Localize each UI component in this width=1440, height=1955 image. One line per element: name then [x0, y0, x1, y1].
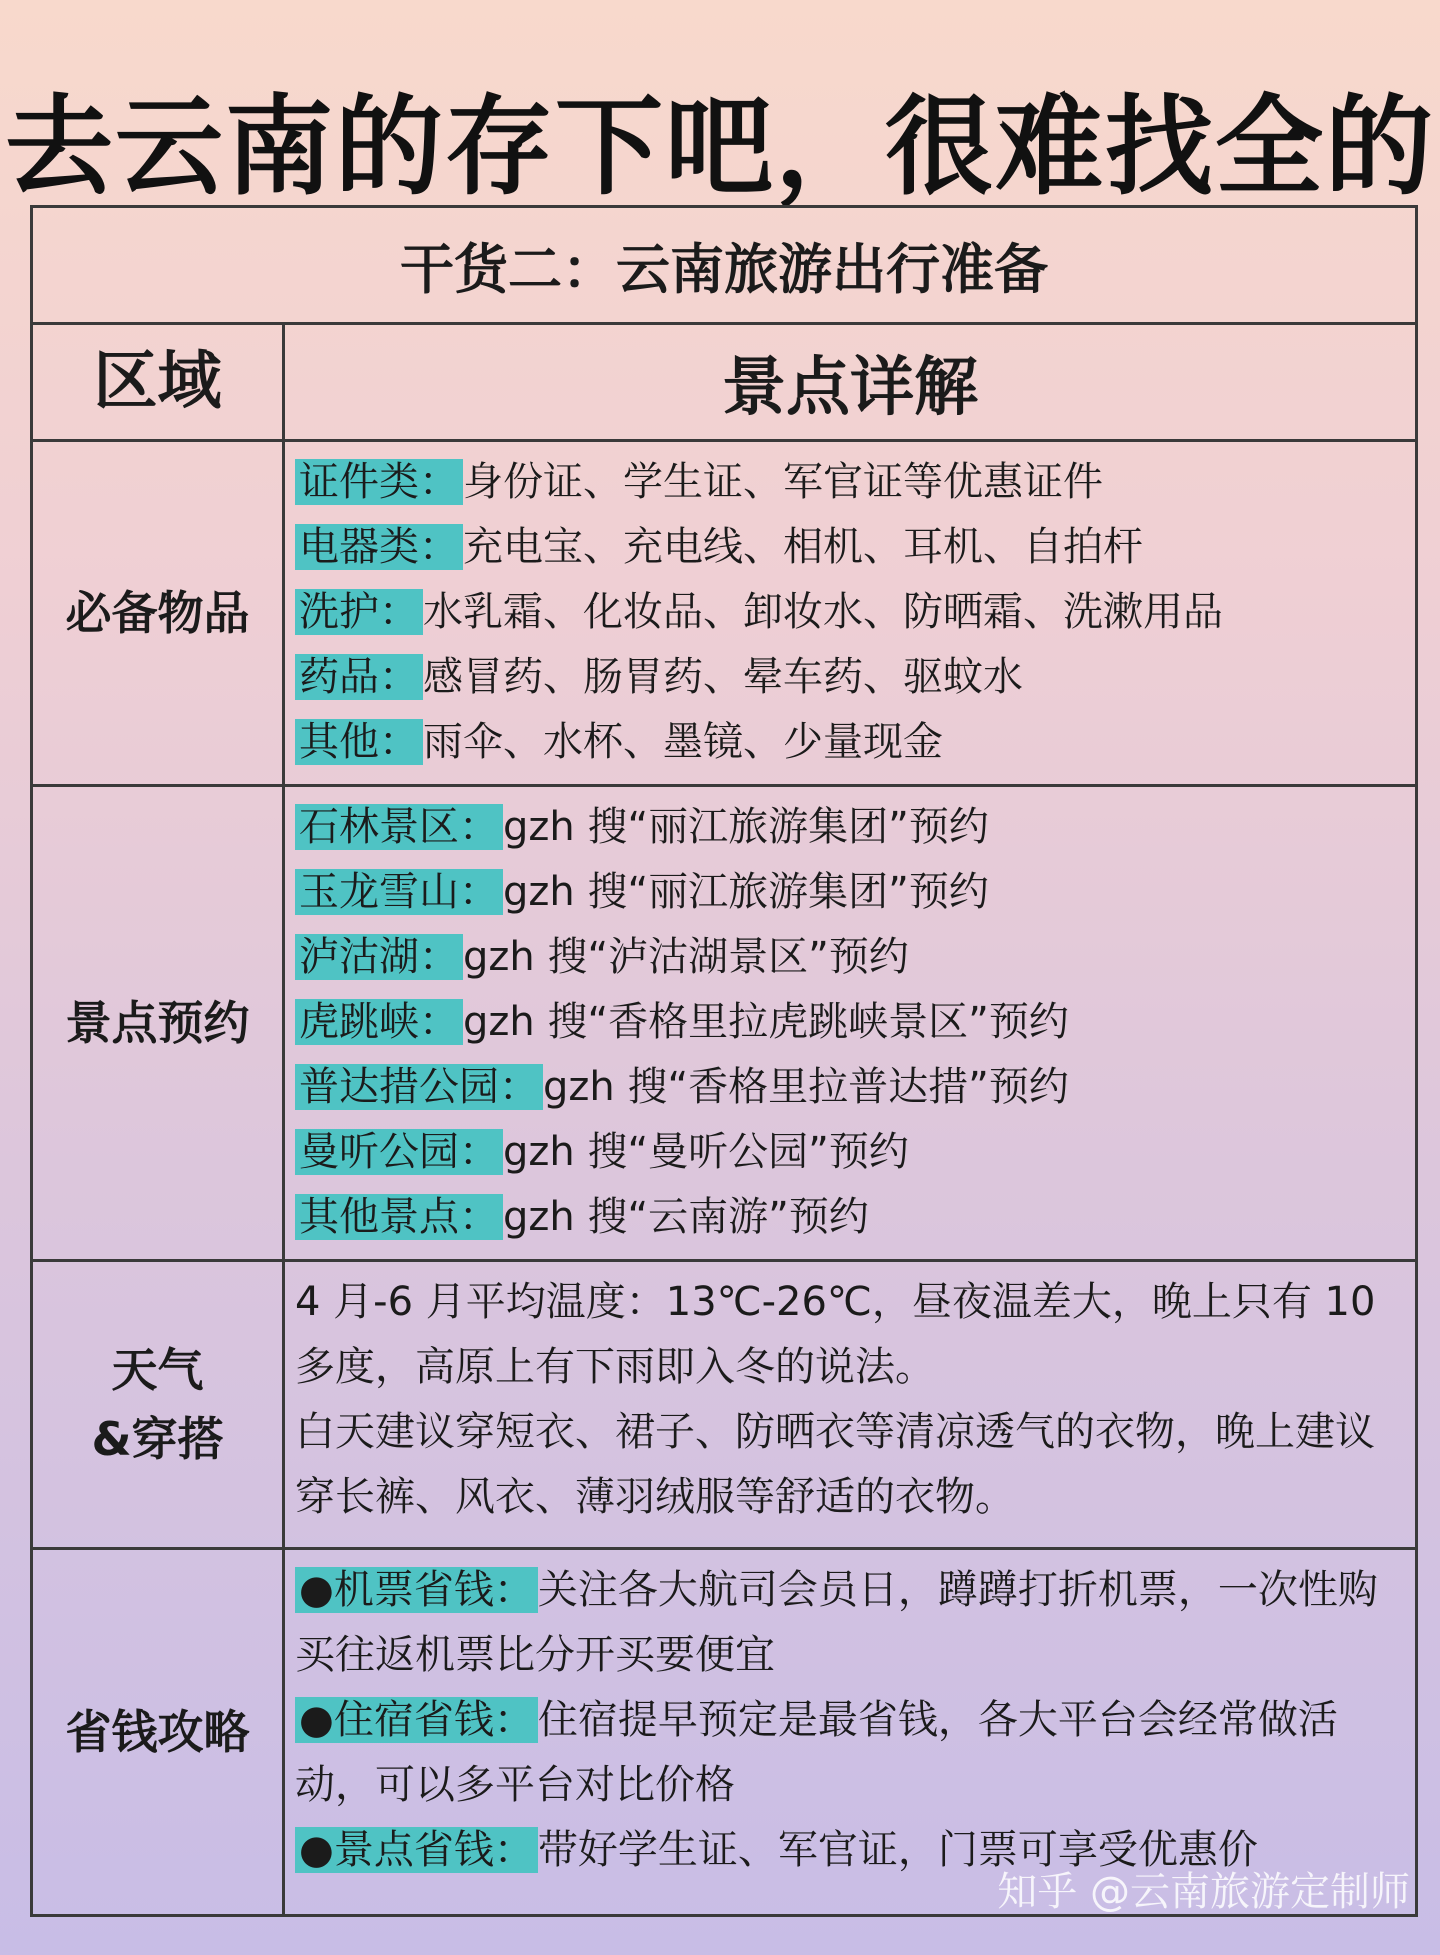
item-tag: ●住宿省钱：: [295, 1697, 538, 1743]
section-label-essentials: 必备物品: [33, 442, 285, 784]
item-text: gzh 搜“丽江旅游集团”预约: [503, 804, 989, 850]
section-content-essentials: [285, 442, 1415, 784]
item-tag: 证件类：: [295, 459, 463, 505]
weather-label-line2: &穿搭: [91, 1411, 224, 1466]
page-title: 去云南的存下吧，很难找全的: [4, 85, 1435, 210]
item-tag: 洗护：: [295, 589, 423, 635]
item-tag: ●机票省钱：: [295, 1567, 538, 1613]
item-text: 充电宝、充电线、相机、耳机、自拍杆: [463, 524, 1143, 570]
weather-label-line1: 天气: [111, 1342, 204, 1397]
item-text: gzh 搜“丽江旅游集团”预约: [503, 869, 989, 915]
section-weather: [33, 1262, 1415, 1550]
item-tag: 药品：: [295, 654, 423, 700]
list-item: [295, 1120, 1403, 1185]
item-tag: 玉龙雪山：: [295, 869, 503, 915]
item-text: 雨伞、水杯、墨镜、少量现金: [423, 719, 943, 765]
weather-clothing-text: 白天建议穿短衣、裙子、防晒衣等清凉透气的衣物，晚上建议穿长裤、风衣、薄羽绒服等舒适的衣物。: [295, 1409, 1375, 1520]
watermark: 知乎 @云南旅游定制师: [997, 1869, 1410, 1915]
list-item: [295, 1558, 1403, 1688]
item-text: gzh 搜“云南游”预约: [503, 1194, 869, 1240]
item-tag: 电器类：: [295, 524, 463, 570]
section-booking: [33, 787, 1415, 1262]
item-tag: 其他：: [295, 719, 423, 765]
section-content-booking: [285, 787, 1415, 1259]
list-item: [295, 1185, 1403, 1250]
item-text: 水乳霜、化妆品、卸妆水、防晒霜、洗漱用品: [423, 589, 1223, 635]
list-item: [295, 450, 1403, 515]
header-details: 景点详解: [722, 351, 978, 425]
section-label-weather: [33, 1262, 285, 1547]
section-label-booking: 景点预约: [33, 787, 285, 1259]
table-header-row: [33, 325, 1415, 442]
list-item: [295, 795, 1403, 860]
item-tag: 曼听公园：: [295, 1129, 503, 1175]
item-text: gzh 搜“曼听公园”预约: [503, 1129, 909, 1175]
list-item: [295, 515, 1403, 580]
item-tag: ●景点省钱：: [295, 1827, 538, 1873]
list-item: [295, 1055, 1403, 1120]
item-tag: 其他景点：: [295, 1194, 503, 1240]
section-content-weather: [285, 1262, 1415, 1547]
list-item: [295, 990, 1403, 1055]
weather-temperature-text: 4 月-6 月平均温度：13℃-26℃，昼夜温差大，晚上只有 10 多度，高原上有下雨即入冬的说法。: [295, 1279, 1376, 1390]
list-item: [295, 860, 1403, 925]
list-item: [295, 1688, 1403, 1818]
item-text: gzh 搜“香格里拉普达措”预约: [543, 1064, 1069, 1110]
list-item: [295, 580, 1403, 645]
section-essentials: [33, 442, 1415, 787]
list-item: [295, 645, 1403, 710]
item-text: 关注各大航司会员日，蹲蹲打折机票，一次性购买往返机票比分开买要便宜: [295, 1567, 1378, 1678]
section-label-saving: 省钱攻略: [33, 1550, 285, 1914]
item-tag: 泸沽湖：: [295, 934, 463, 980]
item-text: 带好学生证、军官证，门票可享受优惠价: [537, 1827, 1258, 1873]
header-region: 区域: [33, 325, 285, 439]
item-text: 感冒药、肠胃药、晕车药、驱蚊水: [423, 654, 1023, 700]
item-text: 身份证、学生证、军官证等优惠证件: [463, 459, 1103, 505]
item-tag: 虎跳峡：: [295, 999, 463, 1045]
item-text: 住宿提早预定是最省钱，各大平台会经常做活动，可以多平台对比价格: [295, 1697, 1338, 1808]
item-tag: 石林景区：: [295, 804, 503, 850]
table-subtitle: 干货二：云南旅游出行准备: [33, 208, 1415, 325]
item-text: gzh 搜“泸沽湖景区”预约: [463, 934, 909, 980]
item-text: gzh 搜“香格里拉虎跳峡景区”预约: [463, 999, 1069, 1045]
list-item: [295, 925, 1403, 990]
list-item: [295, 710, 1403, 775]
item-tag: 普达措公园：: [295, 1064, 543, 1110]
guide-table: [30, 205, 1418, 1917]
